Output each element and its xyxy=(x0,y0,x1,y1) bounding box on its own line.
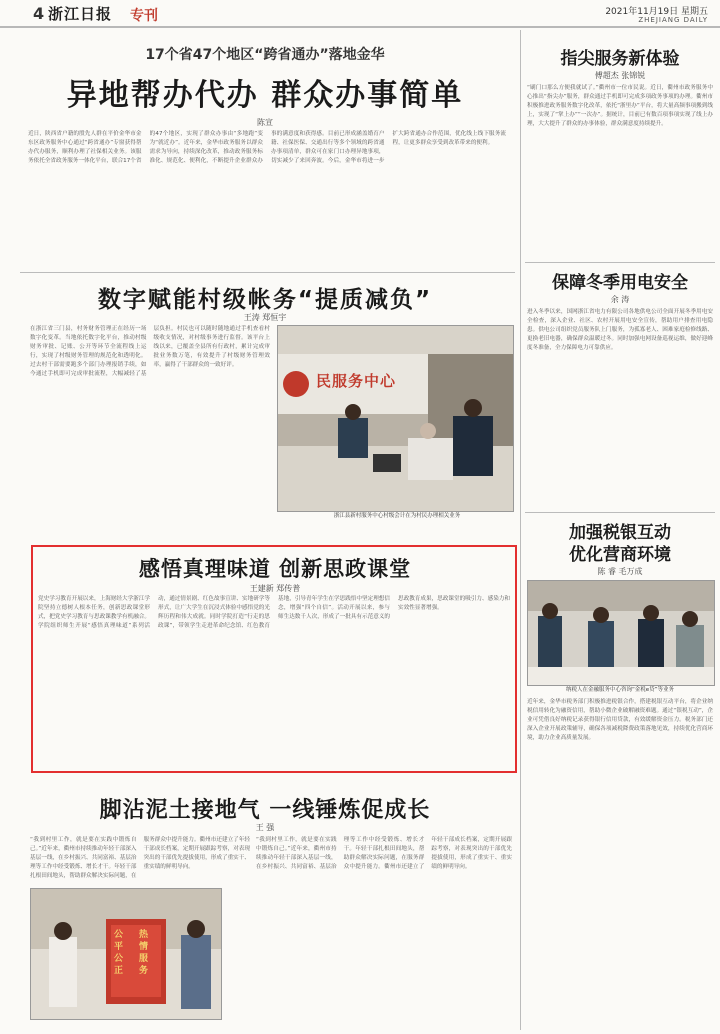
divider xyxy=(525,262,715,263)
right2-body: 进入冬季以来，国网浙江省电力有限公司各地供电公司全面开展冬季用电安全检查，深入企业、社区、农村开展用电安全宣传，帮助用户排查用电隐患。供电公司组织党员服务队上门服务，为孤寡老人、困难家庭检修线路、更换老旧电器，确保群众温暖过冬。同时加强电网设备巡视运维，做好迎峰度冬准备，全力保障电力可靠供应。 xyxy=(527,309,713,352)
article2-title: 数字赋能村级帐务“提质减负” xyxy=(97,287,433,313)
right3-title-line1: 加强税银互动 xyxy=(569,523,671,543)
article4-byline: 王 强 xyxy=(255,823,275,832)
banner-text-right: 热 情 服 务 xyxy=(139,930,149,976)
right3-byline: 陈 睿 毛万成 xyxy=(597,567,643,576)
article4-title: 脚沾泥土接地气 一线锤炼促成长 xyxy=(99,798,431,823)
right2-title: 保障冬季用电安全 xyxy=(552,273,688,293)
right3-title-line2: 优化营商环境 xyxy=(569,545,671,565)
article1-title: 异地帮办代办 群众办事简单 xyxy=(66,78,464,113)
right2-byline: 余 涛 xyxy=(610,295,630,304)
column-divider xyxy=(520,30,521,1030)
section-name: 专刊 xyxy=(130,8,158,24)
banner-text-left: 公 平 公 正 xyxy=(114,930,124,976)
right1-byline: 傅超杰 张锦锐 xyxy=(594,71,646,80)
issue-date: 2021年11月19日 星期五 xyxy=(605,7,708,17)
service-center-photo xyxy=(278,326,513,511)
newspaper-logo: 浙江日报 xyxy=(48,5,113,23)
page-header xyxy=(0,0,720,28)
article2-body-tail xyxy=(277,522,512,534)
divider xyxy=(525,512,715,513)
article4-photo xyxy=(30,888,222,1020)
article2-photo xyxy=(277,325,514,512)
divider xyxy=(20,272,515,273)
article2-byline: 王涛 郑恒宇 xyxy=(243,313,287,322)
service-center-sign: 民服务中心 xyxy=(316,372,397,390)
page-number: 4 xyxy=(33,4,45,23)
article4-body-right: “我到村里工作，就是要在实践中锻炼自己。”近年来，衢州市持续推动年轻干部深入基层一线，在乡村振兴、共同富裕、基层治理等工作中经受锻炼、增长才干。年轻干部扎根田间地头，帮助群众解决实际问题，在服务群众中提升能力。衢州市还建立了年轻干部成长档案，定期开展跟踪考察，对表现突出的干部优先提拔使用，形成了重实干、重实绩的鲜明导向。 xyxy=(256,837,512,871)
article1-byline: 陈宣 xyxy=(257,118,273,127)
article3-body: 党史学习教育开展以来，上海财经大学浙江学院坚持立德树人根本任务，创新思政课堂形式，把党史学习教育与思政课教学有机融合。学院组织师生开展“感悟真理味道”系列活动，通过情景剧、红色故事宣讲、实地研学等形式，让广大学生在沉浸式体验中感悟党的光辉历程和伟大成就。同时学院打造“行走的思政课”，带领学生走进革命纪念馆、红色教育基地，引导青年学生在学思践悟中坚定理想信念，增强“四个自信”。活动开展以来，参与师生达数千人次，形成了一批具有示范意义的思政教育成果，思政课堂的吸引力、感染力和实效性显著增强。 xyxy=(38,596,510,630)
masthead-english: ZHEJIANG DAILY xyxy=(638,16,708,24)
article3-byline: 王建新 郑传普 xyxy=(249,584,301,593)
right1-body: “刷门口那么方便我就试了。”衢州市一位市民说。近日，衢州市政务服务中心推出“指尖办”服务，群众通过手机即可完成多项政务事项的办理。衢州市积极推进政务服务数字化改革，依托“浙里办”平台，将大量高频事项搬到线上，实现了“掌上办”“一次办”。据统计，目前已有数百项事项实现了线上办理，大大提升了群众的办事体验，群众满意度持续提升。 xyxy=(527,85,713,128)
article4-body-left: “我到村里工作，就是要在实践中锻炼自己。”近年来，衢州市持续推动年轻干部深入基层一线，在乡村振兴、共同富裕、基层治理等工作中经受锻炼、增长才干。年轻干部扎根田间地头，帮助群众解决实际问题，在服务群众中提升能力。衢州市还建立了年轻干部成长档案，定期开展跟踪考察，对表现突出的干部优先提拔使用，形成了重实干、重实绩的鲜明导向。 xyxy=(30,837,250,880)
right3-photo xyxy=(527,580,715,686)
right1-title: 指尖服务新体验 xyxy=(560,49,680,69)
right3-body: 近年来，金华市税务部门积极推进税银合作，搭建税银互动平台，将企业纳税信用转化为融资信用，帮助小微企业破解融资难题。通过“银税互动”，企业可凭借良好纳税记录获得银行信用贷款，有效缓解资金压力。税务部门还深入企业开展政策辅导，确保各项减税降费政策落地见效，持续优化营商环境，助力企业高质量发展。 xyxy=(527,699,713,742)
article3-title: 感悟真理味道 创新思政课堂 xyxy=(138,557,412,581)
article2-caption: 浙江县新村服务中心村级会计在为村民办理相关业务 xyxy=(333,513,461,519)
article1-subtitle: 17个省47个地区“跨省通办”落地金华 xyxy=(145,47,385,63)
article2-body: 在浙江省三门县，村务财务管理正在经历一场数字化变革。当地依托数字化平台，推动村级财务审批、记账、公开等环节全流程线上运行，实现了村级财务管理的规范化和透明化。过去村干部需要跑多个部门办理报销手续，如今通过手机即可完成审批流程，大幅减轻了基层负担。村民也可以随时随地通过手机查看村级收支情况，对村级事务进行监督。该平台上线以来，已覆盖全县所有行政村，累计完成审批业务数万笔，有效提升了村级财务管理效率，赢得了干部群众的一致好评。 xyxy=(30,326,270,378)
right3-caption: 纳税人在金融服务中心咨询“金税e贷”等业务 xyxy=(565,687,675,693)
tax-office-photo xyxy=(528,581,714,685)
article1-body: 近日，陕西省户籍的殷先人群在平价金华市金东区政务服务中心通过“跨省通办”专窗获得帮办代办服务，顺利办理了社保相关业务。该服务依托全省政务服务一体化平台，联合17个省的47个地区，实现了群众办事由“多地跑”变为“就近办”。近年来，金华市政务服务以群众需求为导向，持续深化改革，推动政务服务标准化、规范化、便利化，不断提升企业群众办事的满意度和获得感。目前已形成涵盖婚育户籍、社保医保、交通出行等多个领域的跨省通办事项清单，群众可在家门口办理异地事项，切实减少了来回奔波。今后，金华市将进一步扩大跨省通办合作范围，优化线上线下服务流程，让更多群众享受到改革带来的便利。 xyxy=(28,131,506,165)
